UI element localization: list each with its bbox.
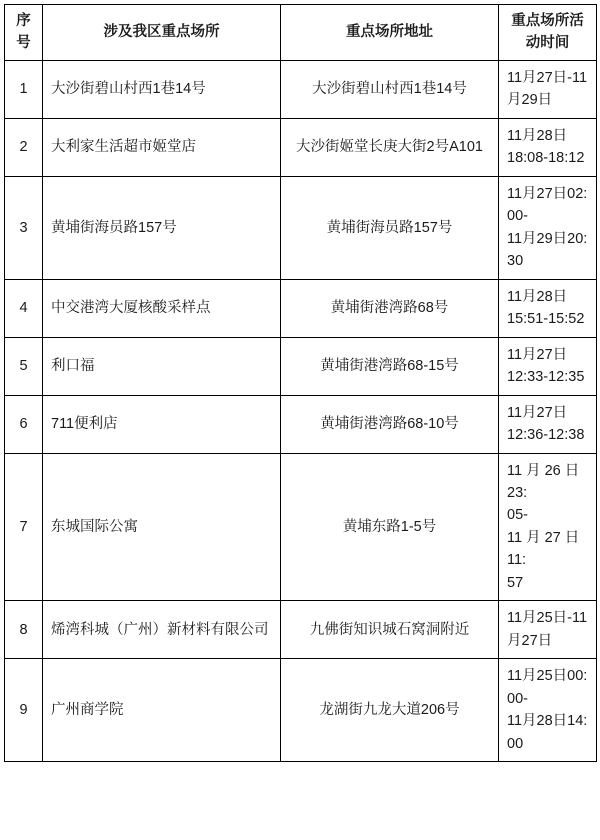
row-time-line: 11月27日02: [507, 185, 588, 202]
row-index-cell: 8 [5, 601, 43, 659]
row-index-cell: 9 [5, 659, 43, 762]
row-place-cell: 东城国际公寓 [43, 453, 281, 601]
row-time-line: 57 [507, 574, 524, 591]
row-time-line: 11月25日00: [507, 668, 588, 685]
row-time-line: 11月28日 [507, 288, 568, 305]
row-time-line: 30 [507, 253, 524, 270]
row-time-cell [499, 395, 597, 453]
table-row [5, 395, 597, 453]
row-place-cell: 大沙街碧山村西1巷14号 [43, 60, 281, 118]
table-header [5, 5, 597, 61]
row-place-cell: 烯湾科城（广州）新材料有限公司 [43, 601, 281, 659]
row-time-line: 15:51-15:52 [507, 311, 585, 328]
row-time-line: 12:36-12:38 [507, 427, 585, 444]
row-place-cell: 大利家生活超市姬堂店 [43, 118, 281, 176]
row-place-cell: 中交港湾大厦核酸采样点 [43, 279, 281, 337]
row-time-line: 00- [507, 208, 528, 225]
table-row [5, 337, 597, 395]
row-address-cell: 九佛街知识城石窝洞附近 [281, 601, 499, 659]
row-place-cell: 711便利店 [43, 395, 281, 453]
row-time-cell [499, 279, 597, 337]
column-header-address: 重点场所地址 [281, 5, 499, 61]
column-header-place: 涉及我区重点场所 [43, 5, 281, 61]
row-time-line: 11月27日-11 [507, 69, 588, 86]
row-index-cell: 7 [5, 453, 43, 601]
row-place-cell: 黄埔街海员路157号 [43, 176, 281, 279]
table-row [5, 279, 597, 337]
row-time-cell [499, 176, 597, 279]
row-index-cell: 6 [5, 395, 43, 453]
row-time-line: 12:33-12:35 [507, 369, 585, 386]
table-row [5, 453, 597, 601]
table-row [5, 659, 597, 762]
table-body [5, 60, 597, 761]
row-index-cell: 3 [5, 176, 43, 279]
row-time-line: 月29日 [507, 92, 553, 109]
row-time-line: 11月28日 [507, 127, 568, 144]
row-address-cell: 黄埔东路1-5号 [281, 453, 499, 601]
row-time-line: 11月29日20: [507, 230, 588, 247]
row-place-cell: 广州商学院 [43, 659, 281, 762]
row-time-line: 00- [507, 690, 528, 707]
row-time-line: 11月27日 [507, 404, 568, 421]
row-address-cell: 黄埔街海员路157号 [281, 176, 499, 279]
row-time-line: 月27日 [507, 632, 553, 649]
row-time-line: 11月27日 [507, 346, 568, 363]
row-time-line: 05- [507, 507, 528, 524]
row-index-cell: 1 [5, 60, 43, 118]
row-address-cell: 黄埔街港湾路68-15号 [281, 337, 499, 395]
row-index-cell: 4 [5, 279, 43, 337]
row-time-line: 11 月 26 日 23: [507, 462, 580, 501]
row-time-line: 18:08-18:12 [507, 150, 585, 167]
table-row [5, 118, 597, 176]
row-time-cell [499, 337, 597, 395]
row-address-cell: 黄埔街港湾路68号 [281, 279, 499, 337]
row-place-cell: 利口福 [43, 337, 281, 395]
row-time-cell [499, 118, 597, 176]
row-time-cell [499, 453, 597, 601]
row-address-cell: 大沙街姬堂长庚大街2号A101 [281, 118, 499, 176]
row-address-cell: 黄埔街港湾路68-10号 [281, 395, 499, 453]
row-time-cell [499, 60, 597, 118]
row-time-line: 11月25日-11 [507, 610, 588, 627]
table-row [5, 60, 597, 118]
row-time-cell [499, 659, 597, 762]
row-address-cell: 龙湖街九龙大道206号 [281, 659, 499, 762]
row-time-line: 11 月 27 日 11: [507, 529, 580, 569]
row-time-line: 00 [507, 735, 524, 752]
column-header-index: 序号 [5, 5, 43, 61]
table-row [5, 176, 597, 279]
row-address-cell: 大沙街碧山村西1巷14号 [281, 60, 499, 118]
row-index-cell: 2 [5, 118, 43, 176]
column-header-time: 重点场所活动时间 [499, 5, 597, 61]
key-locations-table [4, 4, 597, 762]
row-index-cell: 5 [5, 337, 43, 395]
row-time-line: 11月28日14: [507, 713, 588, 730]
row-time-cell [499, 601, 597, 659]
table-row [5, 601, 597, 659]
table-header-row [5, 5, 597, 61]
